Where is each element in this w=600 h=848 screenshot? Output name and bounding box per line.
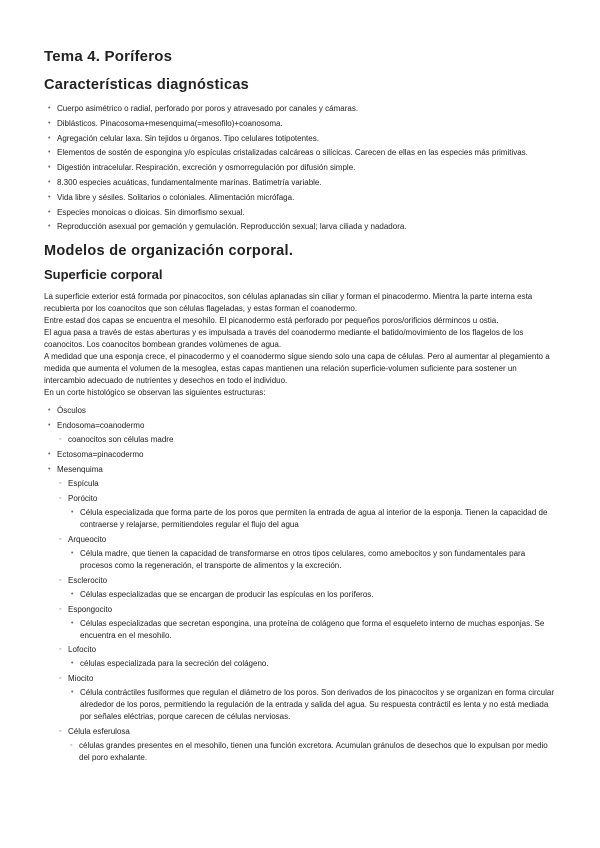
structure-endosoma bbox=[57, 420, 556, 446]
paragraph: A medidad que una esponja crece, el pinacodermo y el coanodermo sigue siendo solo una capa de células. Pero al aumentar al plegamiento a medida que aumenta el volumen de la mesoglea, estas capas mantienen una relación superficie-volumen suficiente para sostener un intercambio adecuado de nutrientes y desechos en todo el individuo. bbox=[44, 352, 550, 386]
page-title: Tema 4. Poríferos bbox=[44, 48, 173, 65]
structure-osculos bbox=[57, 405, 556, 417]
paragraph: La superficie exterior está formada por pinacocitos, son células aplanadas sin ciliar y forman el pinacodermo. Mientra la parte interna esta recubierta por los coanocitos que son células flageladas, y estas forman el coanodermo. bbox=[44, 292, 533, 314]
list-item: • 8.300 especies acuáticas, fundamentalmente marinas. Batimetría variable. bbox=[57, 177, 556, 189]
section-heading-models: Modelos de organización corporal. bbox=[44, 243, 294, 260]
diagnostics-list bbox=[44, 103, 556, 233]
cell-label: Espongocito bbox=[68, 604, 113, 614]
cell-arqueocito bbox=[68, 534, 556, 572]
cell-lofocito bbox=[68, 644, 556, 670]
subsection-heading-surface: Superficie corporal bbox=[44, 267, 163, 283]
cell-label: Espícula bbox=[68, 479, 99, 489]
porocito-desc-list bbox=[68, 507, 556, 531]
cell-esferulosa bbox=[68, 726, 556, 764]
structure-mesenquima bbox=[57, 464, 556, 764]
structure-label: Ectosoma=pinacodermo bbox=[57, 450, 144, 460]
structure-ectosoma bbox=[57, 449, 556, 461]
cell-description: • células especializada para la secreción del colágeno. bbox=[80, 658, 556, 670]
cell-label: Esclerocito bbox=[68, 575, 108, 585]
endosoma-sublist bbox=[57, 434, 556, 446]
cell-label: Porócito bbox=[68, 494, 98, 504]
list-item: • Elementos de sostén de espongina y/o espículas cristalizadas calcáreas o silícicas. Carecen de ellas en las especies más primitivas. bbox=[57, 147, 556, 159]
cell-espongocito bbox=[68, 604, 556, 642]
list-item: ◦ coanocitos son células madre bbox=[68, 434, 556, 446]
arqueocito-desc-list bbox=[68, 548, 556, 572]
cell-description: • Células especializadas que secretan espongina, una proteína de colágeno que forma el esqueleto interno de muchas esponjas. Se encuentra en el mesohilo. bbox=[80, 618, 556, 642]
structure-label: Mesenquima bbox=[57, 465, 103, 475]
list-item: • Digestión intracelular. Respiración, excreción y osmorregulación por difusión simple. bbox=[57, 162, 556, 174]
cell-porocito bbox=[68, 493, 556, 531]
list-item: • Vida libre y sésiles. Solitarios o coloniales. Alimentación micrófaga. bbox=[57, 192, 556, 204]
paragraph: En un corte histológico se observan las siguientes estructuras: bbox=[44, 388, 266, 398]
cell-description: ◦ células grandes presentes en el mesohilo, tienen una función excretora. Acumulan gránulos de desechos que lo expulsan por medio del poro exhalante. bbox=[79, 740, 556, 764]
list-item: • Diblásticos. Pinacosoma+mesenquima(=mesofilo)+coanosoma. bbox=[57, 118, 556, 130]
paragraph: Entre estad dos capas se encuentra el mesohilo. El picanodermo está perforado por pequeños poros/orificios dérmincos u ostia. bbox=[44, 316, 499, 326]
list-item: • Cuerpo asimétrico o radial, perforado por poros y atravesado por canales y cámaras. bbox=[57, 103, 556, 115]
cell-label: Miocito bbox=[68, 674, 94, 684]
mesenquima-sublist bbox=[57, 478, 556, 764]
cell-espicula bbox=[68, 478, 556, 490]
paragraph: El agua pasa a través de estas aberturas y es impulsada a través del coanodermo mediante el batido/movimiento de los flagelos de los coanocitos. Los coanocitos bombean grandes volúmenes de agua. bbox=[44, 328, 524, 350]
cell-miocito bbox=[68, 673, 556, 723]
esferulosa-desc-list bbox=[68, 740, 556, 764]
cell-esclerocito bbox=[68, 575, 556, 601]
section-heading-diagnostics: Características diagnósticas bbox=[44, 77, 250, 93]
cell-description: • Célula especializada que forma parte de los poros que permiten la entrada de agua al interior de la esponja. Tienen la capacidad de contraerse y relajarse, permitiendoles regular el flujo del agua bbox=[80, 507, 556, 531]
cell-description: • Célula contráctiles fusiformes que regulan el diámetro de los poros. Son derivados de los pinacocitos y se organizan en forma circular alrededor de los poros, permitiendo la regulación de la entrada y salida del agua. Su respuesta contráctil es lenta y no está mediada por señales eléctrias, porque carecen de células nerviosas. bbox=[80, 687, 556, 723]
list-item: • Agregación celular laxa. Sin tejidos u órganos. Tipo celulares totipotentes. bbox=[57, 133, 556, 145]
structures-list bbox=[44, 405, 556, 764]
structure-label: Ósculos bbox=[57, 406, 86, 416]
cell-description: • Célula madre, que tienen la capacidad de transformarse en otros tipos celulares, como amebocitos y son fundamentales para procesos como la regeneración, el transporte de alimentos y la excreción. bbox=[80, 548, 556, 572]
cell-label: Célula esferulosa bbox=[68, 726, 130, 736]
cell-description: • Células especializadas que se encargan de producir las espículas en los poríferos. bbox=[80, 589, 556, 601]
list-item: • Reproducción asexual por gemación y gemulación. Reproducción sexual; larva ciliada y nadadora. bbox=[57, 221, 556, 233]
lofocito-desc-list bbox=[68, 658, 556, 670]
structure-label: Endosoma=coanodermo bbox=[57, 421, 145, 431]
esclerocito-desc-list bbox=[68, 589, 556, 601]
surface-paragraphs bbox=[44, 291, 556, 399]
espongocito-desc-list bbox=[68, 618, 556, 642]
cell-label: Arqueocito bbox=[68, 534, 107, 544]
cell-label: Lofocito bbox=[68, 645, 97, 655]
list-item: • Especies monoicas o dioicas. Sin dimorfismo sexual. bbox=[57, 207, 556, 219]
miocito-desc-list bbox=[68, 687, 556, 723]
